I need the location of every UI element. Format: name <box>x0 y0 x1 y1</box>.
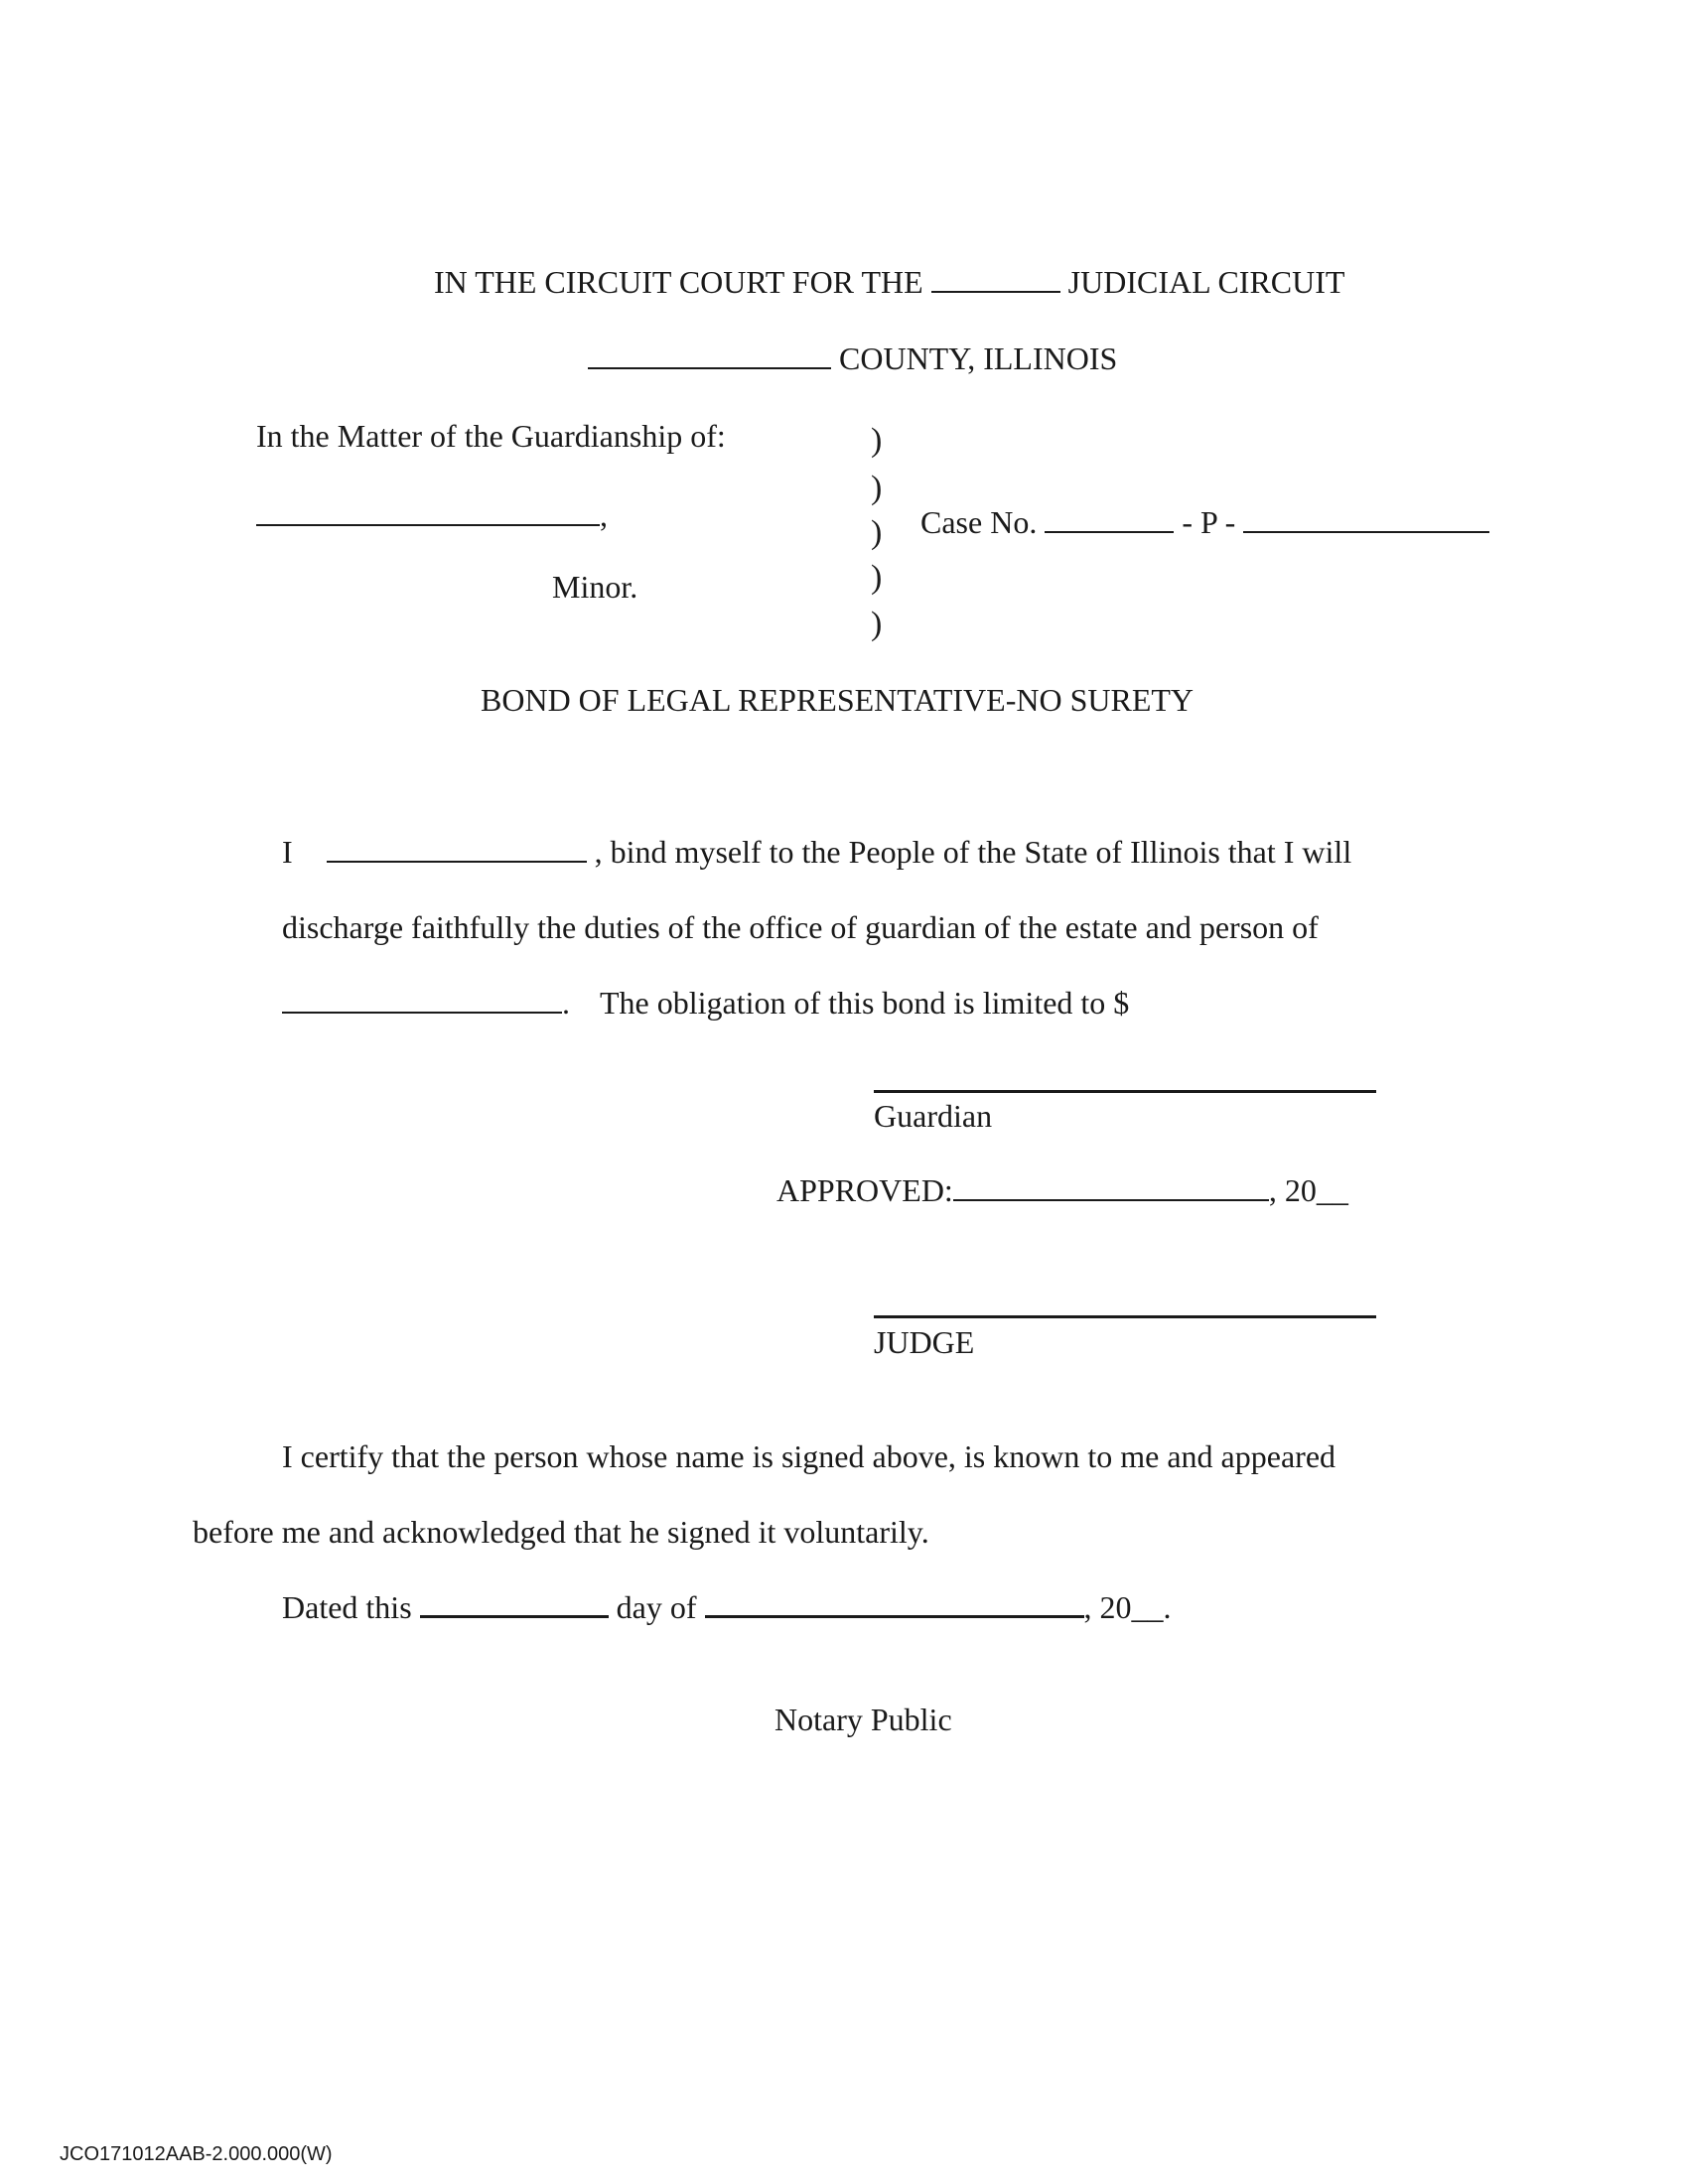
case-number-separator: - P - <box>1182 504 1236 540</box>
bond-line-3-text: The obligation of this bond is limited to $ <box>600 985 1130 1021</box>
judge-signature-line[interactable] <box>874 1315 1376 1318</box>
county-name-blank[interactable] <box>588 365 831 369</box>
approved-date-blank[interactable] <box>953 1197 1269 1201</box>
dated-line <box>282 1591 1172 1623</box>
bond-line-1 <box>282 836 1351 868</box>
caption-paren-5: ) <box>871 606 883 642</box>
dated-mid: day of <box>616 1589 697 1625</box>
ward-name-blank[interactable] <box>282 1010 562 1014</box>
caption-paren-4: ) <box>871 559 883 596</box>
minor-name-comma: , <box>600 497 608 533</box>
guardian-label: Guardian <box>874 1098 993 1134</box>
dated-prefix: Dated this <box>282 1589 412 1625</box>
bond-line-2: discharge faithfully the duties of the office of guardian of the estate and person of <box>282 909 1319 945</box>
county-heading-suffix: COUNTY, ILLINOIS <box>839 341 1118 376</box>
dated-month-blank[interactable] <box>705 1613 1084 1618</box>
case-number-line <box>920 506 1489 538</box>
court-heading <box>434 266 1344 298</box>
bond-line-3 <box>282 987 1129 1019</box>
caption-paren-1: ) <box>871 422 883 459</box>
caption-paren-3: ) <box>871 514 883 551</box>
document-title: BOND OF LEGAL REPRESENTATIVE-NO SURETY <box>481 682 1195 718</box>
court-heading-prefix: IN THE CIRCUIT COURT FOR THE <box>434 264 923 300</box>
bond-line-3-dot: . <box>562 985 570 1021</box>
dated-suffix: , 20__. <box>1083 1589 1172 1625</box>
bond-line-1-suffix: , bind myself to the People of the State of Illinois that I will <box>594 834 1352 870</box>
dated-day-blank[interactable] <box>420 1613 609 1618</box>
court-heading-suffix: JUDICIAL CIRCUIT <box>1067 264 1345 300</box>
approved-year: , 20__ <box>1268 1172 1348 1208</box>
certification-line-1: I certify that the person whose name is signed above, is known to me and appeared <box>282 1438 1336 1474</box>
guardian-name-blank[interactable] <box>327 859 587 863</box>
caption-paren-2: ) <box>871 470 883 506</box>
bond-line-1-prefix: I <box>282 834 293 870</box>
case-number-blank[interactable] <box>1243 529 1489 533</box>
notary-label: Notary Public <box>774 1702 952 1737</box>
minor-label: Minor. <box>552 569 638 605</box>
county-heading <box>588 342 1117 374</box>
guardian-signature-line[interactable] <box>874 1090 1376 1093</box>
form-code: JCO171012AAB-2.000.000(W) <box>60 2143 333 2165</box>
approved-line <box>776 1174 1348 1206</box>
case-number-year-blank[interactable] <box>1045 529 1174 533</box>
approved-label: APPROVED: <box>776 1172 953 1208</box>
certification-line-2: before me and acknowledged that he signed it voluntarily. <box>193 1514 929 1550</box>
minor-name-line <box>256 499 608 531</box>
judge-label: JUDGE <box>874 1324 975 1360</box>
case-number-label: Case No. <box>920 504 1038 540</box>
minor-name-blank[interactable] <box>256 522 600 526</box>
matter-label: In the Matter of the Guardianship of: <box>256 418 726 454</box>
circuit-number-blank[interactable] <box>931 289 1060 293</box>
